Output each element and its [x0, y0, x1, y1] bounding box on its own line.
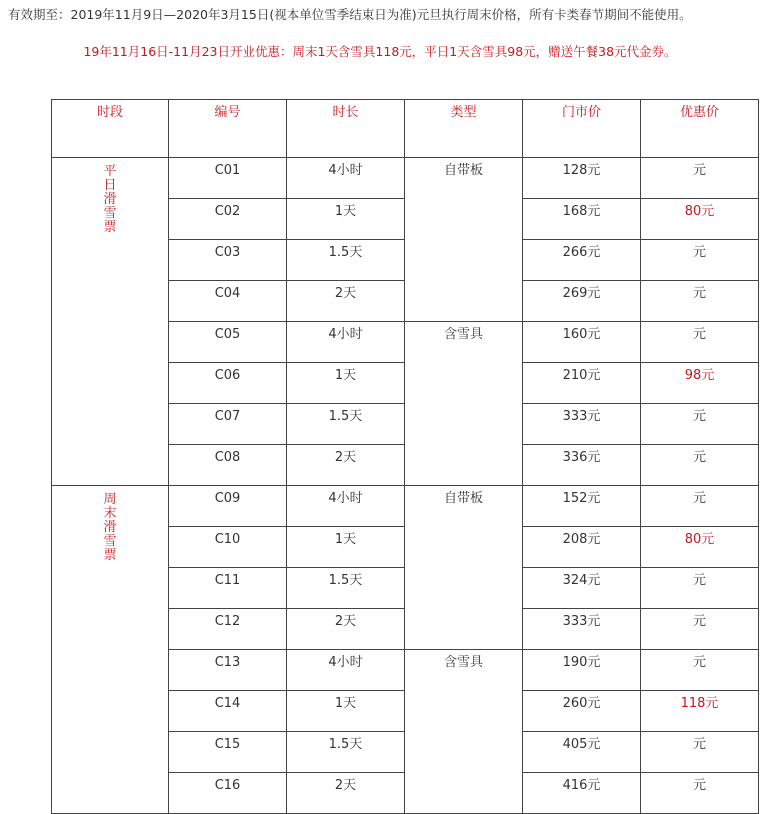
discount-price-cell: 元: [641, 486, 759, 527]
discount-price-cell: 元: [641, 650, 759, 691]
ticket-price-table: [51, 99, 759, 814]
retail-price-cell: 324元: [523, 568, 641, 609]
discount-price-cell: 元: [641, 158, 759, 199]
duration-cell: 1.5天: [287, 404, 405, 445]
duration-cell: 4小时: [287, 650, 405, 691]
duration-cell: 2天: [287, 773, 405, 814]
code-cell: C09: [169, 486, 287, 527]
code-cell: C13: [169, 650, 287, 691]
code-cell: C07: [169, 404, 287, 445]
discount-price-cell: 元: [641, 404, 759, 445]
discount-price-cell: 元: [641, 322, 759, 363]
code-cell: C16: [169, 773, 287, 814]
code-cell: C05: [169, 322, 287, 363]
discount-price-cell: 元: [641, 281, 759, 322]
retail-price-cell: 333元: [523, 404, 641, 445]
retail-price-cell: 190元: [523, 650, 641, 691]
discount-price-cell: 80元: [641, 527, 759, 568]
retail-price-cell: 168元: [523, 199, 641, 240]
retail-price-cell: 152元: [523, 486, 641, 527]
discount-price-cell: 元: [641, 240, 759, 281]
promo-notice: 19年11月16日-11月23日开业优惠：周末1天含雪具118元，平日1天含雪具98元，赠送午餐38元代金券。: [83, 44, 677, 59]
discount-price-cell: 元: [641, 609, 759, 650]
header-code: 编号: [169, 100, 287, 158]
discount-price-cell: 80元: [641, 199, 759, 240]
table-row: [52, 158, 759, 199]
retail-price-cell: 266元: [523, 240, 641, 281]
code-cell: C08: [169, 445, 287, 486]
duration-cell: 2天: [287, 609, 405, 650]
discount-price-cell: 98元: [641, 363, 759, 404]
retail-price-cell: 405元: [523, 732, 641, 773]
code-cell: C14: [169, 691, 287, 732]
table-body: [52, 158, 759, 814]
code-cell: C11: [169, 568, 287, 609]
retail-price-cell: 128元: [523, 158, 641, 199]
code-cell: C04: [169, 281, 287, 322]
retail-price-cell: 269元: [523, 281, 641, 322]
type-cell: 含雪具: [405, 322, 523, 486]
code-cell: C02: [169, 199, 287, 240]
duration-cell: 1.5天: [287, 568, 405, 609]
duration-cell: 1天: [287, 363, 405, 404]
code-cell: C12: [169, 609, 287, 650]
header-duration: 时长: [287, 100, 405, 158]
retail-price-cell: 210元: [523, 363, 641, 404]
validity-notice: 有效期至：2019年11月9日—2020年3月15日(视本单位雪季结束日为准)元旦执行周末价格，所有卡类春节期间不能使用。: [8, 7, 692, 22]
table-row: [52, 486, 759, 527]
segment-cell: [52, 158, 169, 486]
retail-price-cell: 260元: [523, 691, 641, 732]
segment-cell: [52, 486, 169, 814]
retail-price-cell: 333元: [523, 609, 641, 650]
segment-label: 平日滑雪票: [103, 164, 117, 235]
code-cell: C15: [169, 732, 287, 773]
retail-price-cell: 416元: [523, 773, 641, 814]
duration-cell: 1.5天: [287, 240, 405, 281]
duration-cell: 1天: [287, 527, 405, 568]
duration-cell: 4小时: [287, 322, 405, 363]
header-discount-price: 优惠价: [641, 100, 759, 158]
discount-price-cell: 元: [641, 732, 759, 773]
retail-price-cell: 160元: [523, 322, 641, 363]
duration-cell: 2天: [287, 281, 405, 322]
discount-price-cell: 元: [641, 773, 759, 814]
type-cell: 自带板: [405, 486, 523, 650]
duration-cell: 2天: [287, 445, 405, 486]
duration-cell: 1天: [287, 691, 405, 732]
type-cell: 自带板: [405, 158, 523, 322]
retail-price-cell: 336元: [523, 445, 641, 486]
code-cell: C01: [169, 158, 287, 199]
code-cell: C06: [169, 363, 287, 404]
discount-price-cell: 118元: [641, 691, 759, 732]
code-cell: C03: [169, 240, 287, 281]
retail-price-cell: 208元: [523, 527, 641, 568]
duration-cell: 4小时: [287, 486, 405, 527]
code-cell: C10: [169, 527, 287, 568]
discount-price-cell: 元: [641, 445, 759, 486]
segment-label: 周末滑雪票: [103, 492, 117, 563]
type-cell: 含雪具: [405, 650, 523, 814]
duration-cell: 1天: [287, 199, 405, 240]
duration-cell: 1.5天: [287, 732, 405, 773]
table-header-row: [52, 100, 759, 158]
header-retail-price: 门市价: [523, 100, 641, 158]
duration-cell: 4小时: [287, 158, 405, 199]
discount-price-cell: 元: [641, 568, 759, 609]
header-type: 类型: [405, 100, 523, 158]
header-segment: 时段: [52, 100, 169, 158]
